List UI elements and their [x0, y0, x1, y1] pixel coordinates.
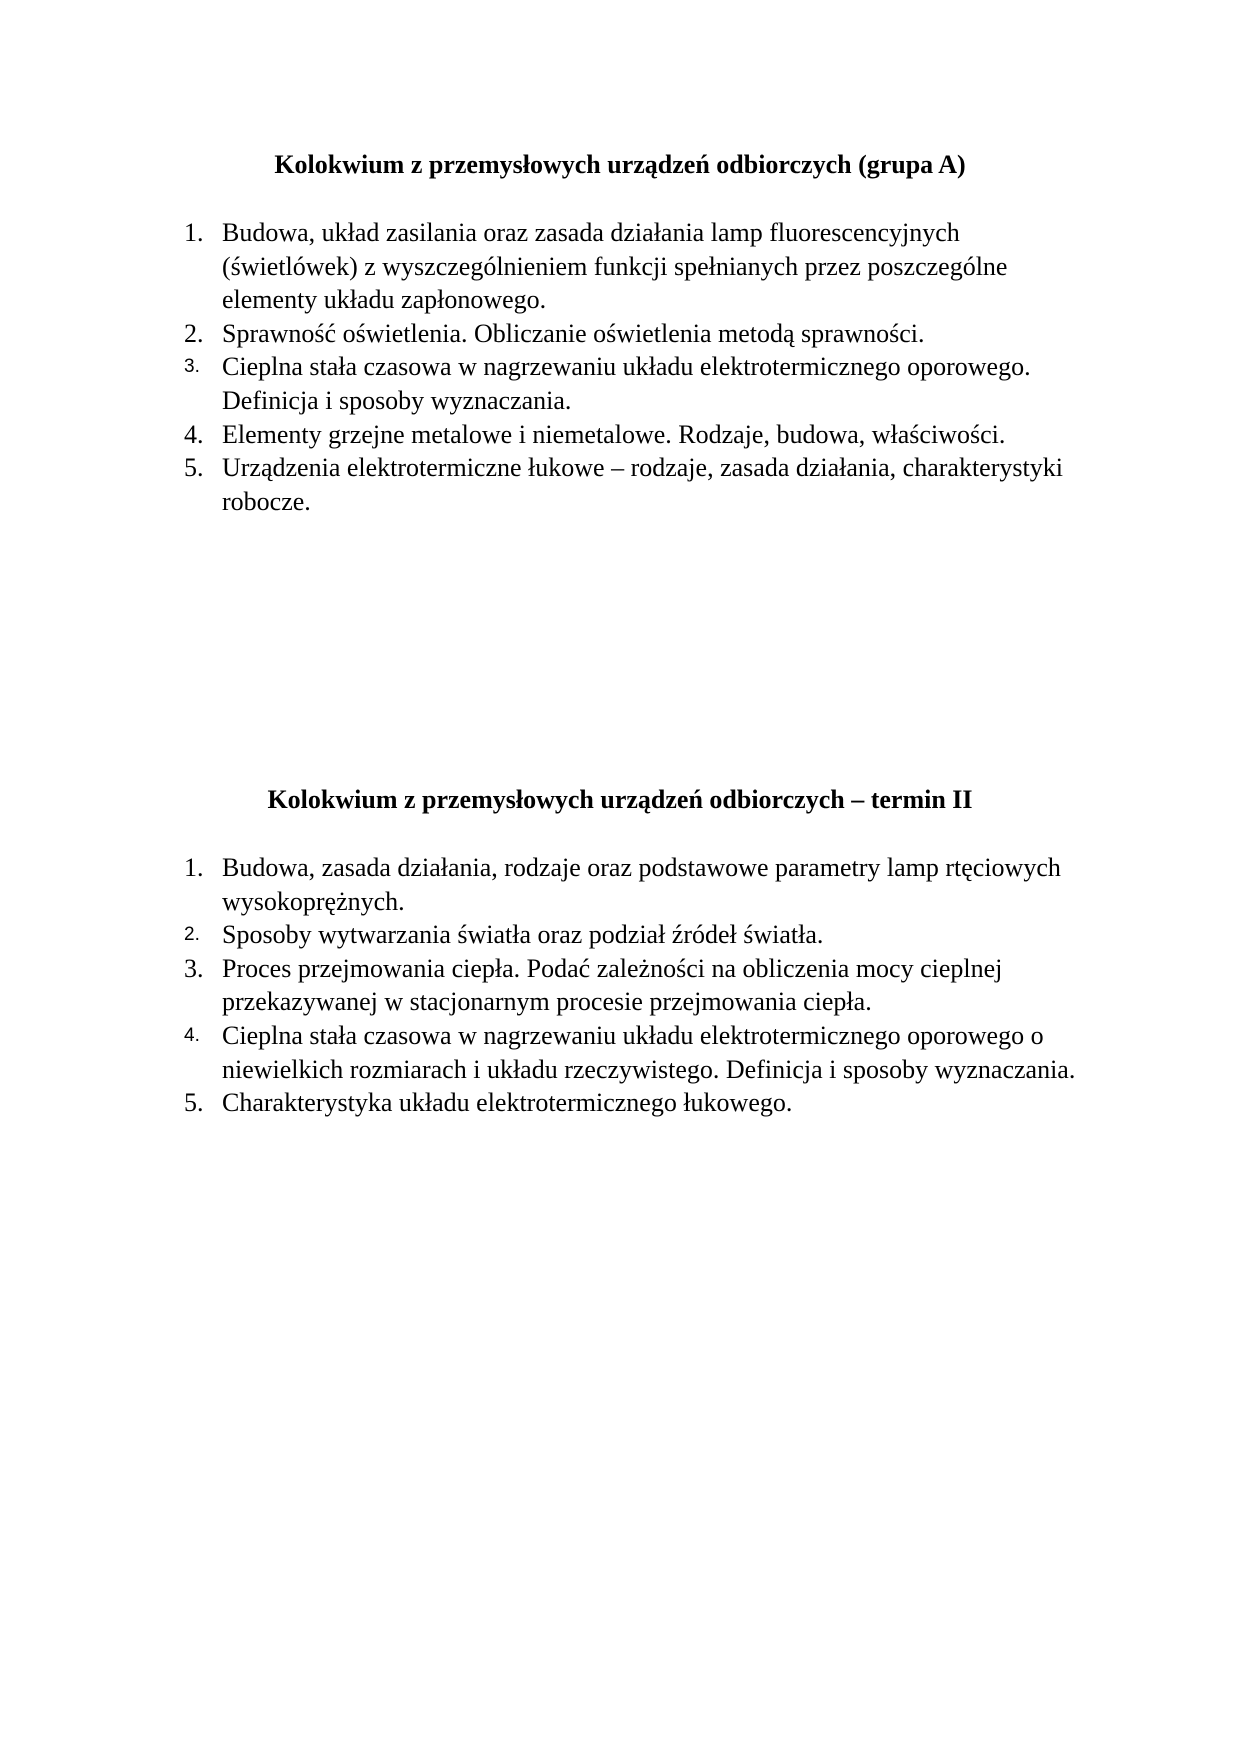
- list-item: [184, 350, 1082, 417]
- list-item: [184, 952, 1082, 1019]
- list-item: [184, 851, 1082, 918]
- section-b-title: Kolokwium z przemysłowych urządzeń odbiorczych – termin II: [267, 785, 973, 814]
- question-text: Urządzenia elektrotermiczne łukowe – rodzaje, zasada działania, charakterystyki robocze.: [222, 453, 1063, 516]
- question-text: Proces przejmowania ciepła. Podać zależności na obliczenia mocy cieplnej przekazywanej w stacjonarnym procesie przejmowania ciepła.: [222, 953, 1003, 1017]
- question-number: 2.: [184, 318, 204, 348]
- exam-section-term-two: [0, 783, 1240, 1118]
- list-item: [184, 918, 1082, 952]
- question-number: 4.: [184, 419, 204, 449]
- question-number: 4.: [184, 1024, 200, 1046]
- list-item: [184, 418, 1082, 452]
- question-text: Charakterystyka układu elektrotermicznego łukowego.: [222, 1088, 793, 1118]
- exam-section-group-a: [0, 148, 1240, 516]
- question-number: 2.: [184, 924, 200, 946]
- question-text: Elementy grzejne metalowe i niemetalowe. Rodzaje, budowa, właściwości.: [222, 419, 1006, 449]
- question-text: Sposoby wytwarzania światła oraz podział źródeł światła.: [222, 920, 824, 950]
- question-text: Cieplna stała czasowa w nagrzewaniu układu elektrotermicznego oporowego. Definicja i sposoby wyznaczania.: [222, 352, 1031, 415]
- section-a-question-list: [184, 216, 1082, 518]
- question-number: 1.: [184, 853, 204, 882]
- question-number: 3.: [184, 356, 200, 378]
- list-item: [184, 1019, 1082, 1086]
- section-a-title: Kolokwium z przemysłowych urządzeń odbiorczych (grupa A): [274, 150, 966, 179]
- list-item: [184, 1086, 1082, 1120]
- question-number: 1.: [184, 218, 204, 247]
- question-number: 5.: [184, 453, 204, 483]
- question-text: Sprawność oświetlenia. Obliczanie oświetlenia metodą sprawności.: [222, 318, 925, 348]
- list-item: [184, 317, 1082, 351]
- question-number: 5.: [184, 1088, 204, 1118]
- list-item: [184, 216, 1082, 317]
- question-text: Budowa, układ zasilania oraz zasada działania lamp fluorescencyjnych (świetlówek) z wyszczególnieniem funkcji spełnianych przez poszczególne elementy układu zapłonowego.: [222, 218, 1008, 315]
- list-item: [184, 451, 1082, 518]
- section-b-question-list: [184, 851, 1082, 1120]
- question-text: Budowa, zasada działania, rodzaje oraz podstawowe parametry lamp rtęciowych wysokoprężnych.: [222, 853, 1061, 916]
- question-number: 3.: [184, 953, 204, 983]
- question-text: Cieplna stała czasowa w nagrzewaniu układu elektrotermicznego oporowego o niewielkich rozmiarach i układu rzeczywistego. Definicja i sposoby wyznaczania.: [222, 1020, 1076, 1084]
